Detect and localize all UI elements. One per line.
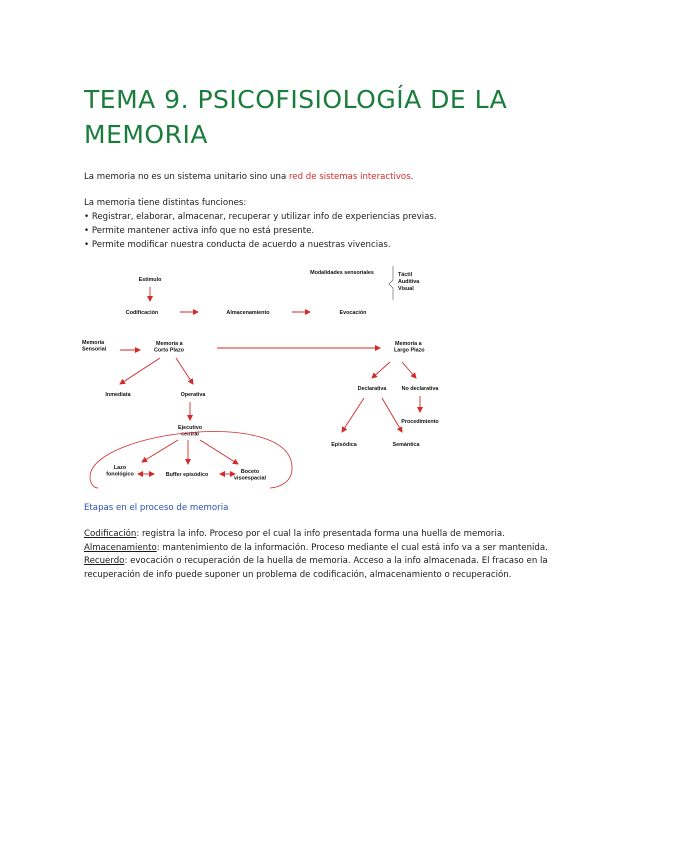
node-modalidades: Modalidades sensoriales <box>310 270 374 276</box>
memory-diagram <box>80 262 439 492</box>
label-tactil: Táctil <box>398 272 413 278</box>
definitions <box>84 528 594 582</box>
definition-text: : evocación o recuperación de la huella de memoria. Acceso a la info almacenada. El fracaso en la recuperación de info puede suponer un problema de codificación, almacenamiento o recuperación. <box>84 556 548 580</box>
arrow-mcp-inmediata <box>120 358 160 384</box>
intro-suffix: . <box>410 172 414 182</box>
node-inmediata: Inmediata <box>105 392 131 398</box>
functions-list <box>84 210 437 252</box>
definition-term: Codificación <box>84 529 137 539</box>
node-mlp: Memoria a Largo Plazo <box>394 341 425 354</box>
list-item: • Registrar, elaborar, almacenar, recuperar y utilizar info de experiencias previas. <box>84 210 437 224</box>
working-memory-ellipse-left <box>90 477 98 488</box>
node-almacenamiento: Almacenamiento <box>226 310 270 316</box>
arrow-mlp-nodeclarativa <box>402 362 416 378</box>
node-declarativa: Declarativa <box>357 386 387 392</box>
page-title: TEMA 9. PSICOFISIOLOGÍA DE LA MEMORIA <box>84 85 508 149</box>
arrow-dec-episodica <box>342 398 364 432</box>
node-mcp: Memoria a Corto Plazo <box>154 341 184 354</box>
stages-heading: Etapas en el proceso de memoria <box>84 503 229 513</box>
intro-highlight: red de sistemas interactivos <box>288 172 411 182</box>
label-auditiva: Auditiva <box>398 279 420 285</box>
node-ejecutivo: Ejecutivo central <box>178 425 202 438</box>
node-procedimiento: Procedimiento <box>401 419 439 425</box>
arrow-mcp-operativa <box>176 358 193 384</box>
definition-item <box>84 555 594 582</box>
node-episodica: Episódica <box>331 442 357 448</box>
node-semantica: Semántica <box>392 442 420 448</box>
node-buffer: Buffer episódico <box>165 472 209 478</box>
definition-text: : mantenimiento de la información. Proceso mediante el cual está info va a ser mantenida. <box>156 542 548 553</box>
node-estimulo: Estímulo <box>138 277 162 283</box>
node-operativa: Operativa <box>180 392 206 398</box>
node-codificacion: Codificación <box>125 310 159 316</box>
node-no-declarativa: No declarativa <box>401 386 439 392</box>
node-memoria-sensorial: Memoria Sensorial <box>82 340 107 353</box>
definition-term: Recuerdo <box>84 556 125 566</box>
node-evocacion: Evocación <box>339 310 367 316</box>
node-boceto: Boceto visoespacial <box>233 469 267 482</box>
functions-heading: La memoria tiene distintas funciones: <box>84 198 247 208</box>
intro-paragraph <box>84 170 413 184</box>
arrow-ej-boceto <box>200 440 238 464</box>
definition-item <box>84 528 594 542</box>
arrow-ej-lazo <box>142 440 178 462</box>
brace <box>389 266 393 300</box>
list-item: • Permite modificar nuestra conducta de acuerdo a nuestras vivencias. <box>84 238 437 252</box>
intro-prefix: La memoria no es un sistema unitario sino una <box>84 172 289 182</box>
node-lazo: Lazo fonológico <box>106 465 134 478</box>
arrow-dec-semantica <box>382 398 402 432</box>
arrow-mlp-declarativa <box>372 362 390 378</box>
definition-term: Almacenamiento <box>84 542 157 553</box>
list-item: • Permite mantener activa info que no está presente. <box>84 224 437 238</box>
definition-text: : registra la info. Proceso por el cual la info presentada forma una huella de memoria. <box>136 529 505 539</box>
label-visual: Visual <box>398 286 414 292</box>
definition-item <box>84 542 594 556</box>
